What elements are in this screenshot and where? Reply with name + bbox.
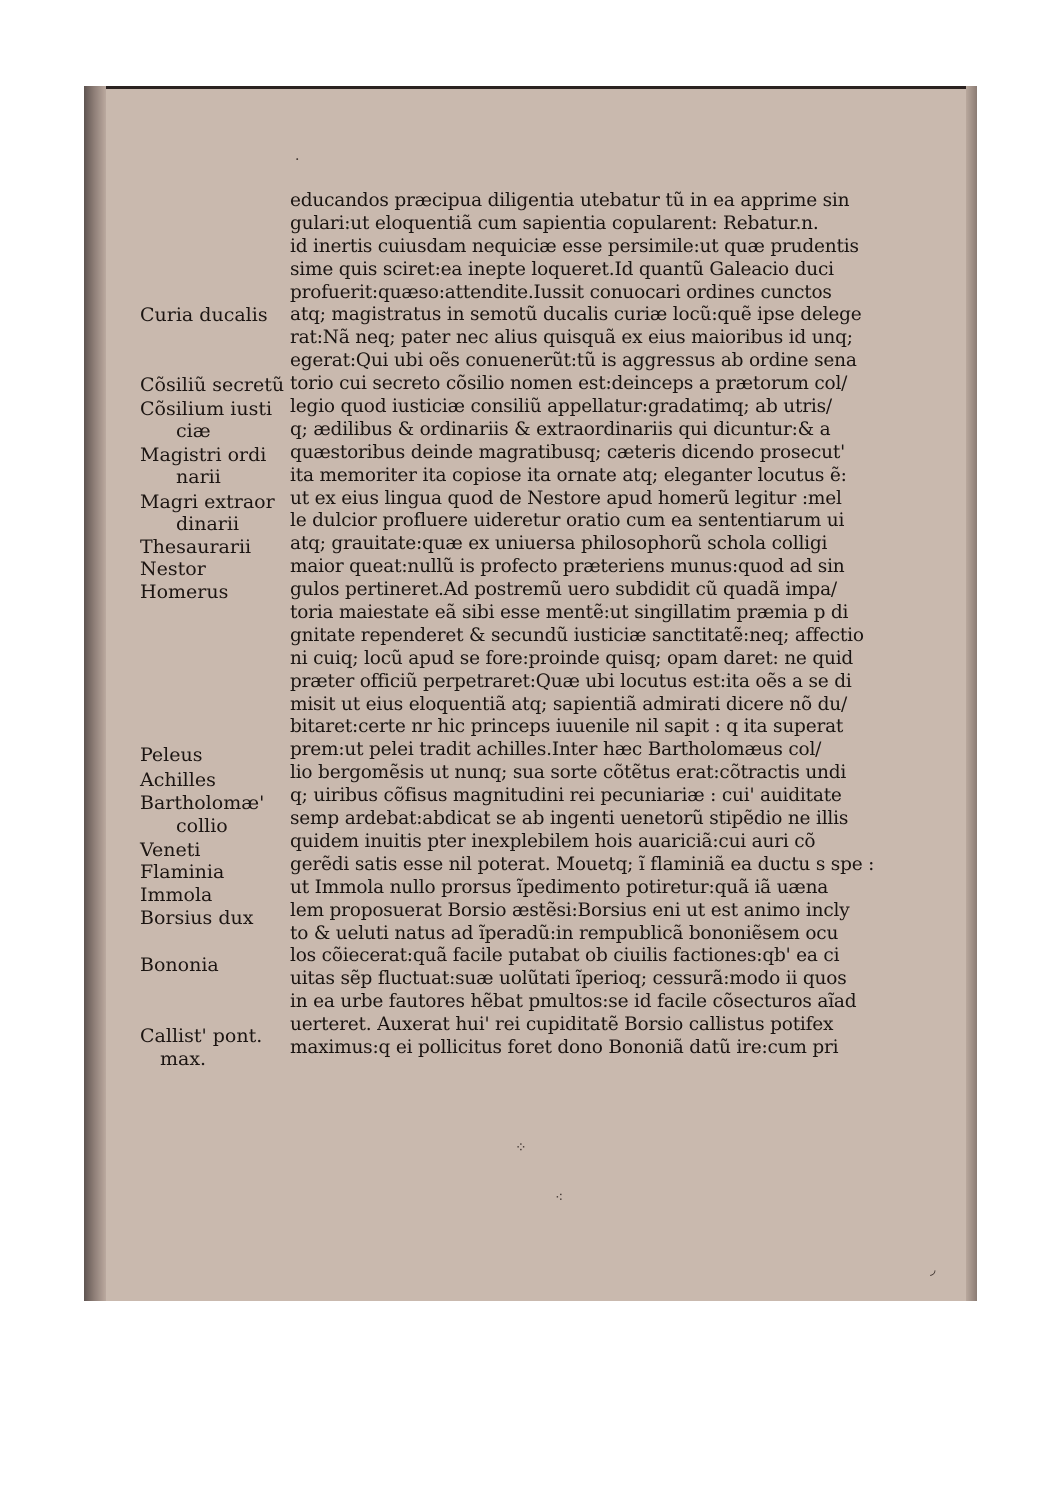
text-line: atq; magistratus in semotũ ducalis curiæ locũ:quẽ ipse delege (290, 304, 862, 326)
margin-note-veneti: Veneti (140, 839, 201, 861)
margin-note-magistri-extraordinarii: Magri extraor (140, 491, 275, 513)
text-line: le dulcior profluere uideretur oratio cum ea sententiarum ui (290, 510, 845, 532)
text-line: misit ut eius eloquentiã atq; sapientiã admirati dicere nõ du/ (290, 693, 847, 715)
text-line: sime quis sciret:ea inepte loqueret.Id quantũ Galeacio duci (290, 258, 834, 280)
margin-note-nestor: Nestor (140, 558, 206, 580)
page-gutter-shadow (84, 86, 106, 1301)
text-line: profuerit:quæso:attendite.Iussit conuocari ordines cunctos (290, 281, 832, 303)
text-line: præter officiũ perpetraret:Quæ ubi locutus est:ita oẽs a se di (290, 670, 852, 692)
margin-note-bononia: Bononia (140, 954, 219, 976)
margin-note-borsius: Borsius dux (140, 907, 254, 929)
text-line: educandos præcipua diligentia utebatur tũ in ea apprime sin (290, 190, 850, 211)
text-line: ita memoriter ita copiose ita ornate atq; eleganter locutus ẽ: (290, 464, 847, 486)
text-line: legio quod iusticiæ consiliũ appellatur:gradatimq; ab utris/ (290, 396, 832, 418)
page-right-edge (966, 86, 977, 1301)
text-line: uitas sẽp fluctuat:suæ uolũtati ĩperioq; cessurã:modo ii quos (290, 968, 847, 990)
margin-note-immola: Immola (140, 884, 213, 906)
margin-note-homerus: Homerus (140, 581, 229, 603)
ink-speck: ⁘ (515, 1140, 527, 1156)
text-line: bitaret:certe nr hic princeps iuuenile nil sapit : q ita superat (290, 716, 844, 738)
text-line: los cõiecerat:quã facile putabat ob ciuilis factiones:qb' ea ci (290, 945, 840, 967)
text-line: egerat:Qui ubi oẽs conuenerũt:tũ is aggressus ab ordine sena (290, 350, 857, 372)
margin-note-consilium-secretum: Cõsiliũ secretũ (140, 374, 285, 396)
text-line: lem proposuerat Borsio æstẽsi:Borsius eni ut est animo incly (290, 899, 850, 921)
margin-note-thesaurarii: Thesaurarii (140, 536, 252, 558)
ink-speck: ⁖ (555, 1190, 564, 1206)
ink-speck: ◞ (930, 1262, 936, 1278)
text-line: gulari:ut eloquentiã cum sapientia copularent: Rebatur.n. (290, 212, 819, 234)
text-line: torio cui secreto cõsilio nomen est:deinceps a prætorum col/ (290, 373, 848, 395)
margin-notes (140, 0, 290, 1500)
margin-note-callistus-cont: max. (160, 1048, 207, 1070)
text-line: maior queat:nullũ is profecto præteriens munus:quod ad sin (290, 556, 845, 578)
text-line: lio bergomẽsis ut nunq; sua sorte cõtẽtus erat:cõtractis undi (290, 762, 847, 784)
text-line: prem:ut pelei tradit achilles.Inter hæc Bartholomæus col/ (290, 739, 822, 761)
margin-note-consilium-iustitiae-cont: ciæ (176, 420, 211, 442)
text-line: atq; grauitate:quæ ex uniuersa philosophorũ schola colligi (290, 533, 828, 555)
text-line: gulos pertineret.Ad postremũ uero subdidit cũ quadã impa/ (290, 579, 837, 601)
margin-note-magistri-extraordinarii-cont: dinarii (176, 513, 240, 535)
text-line: maximus:q ei pollicitus foret dono Bononiã datũ ire:cum pri (290, 1036, 839, 1058)
text-line: in ea urbe fautores hẽbat pmultos:se id facile cõsecturos aĩad (290, 991, 857, 1013)
main-text-block (290, 190, 900, 1060)
text-line: id inertis cuiusdam nequiciæ esse persimile:ut quæ prudentis (290, 235, 859, 257)
text-line: quæstoribus deinde magratibusq; cæteris dicendo prosecut' (290, 441, 846, 463)
margin-note-callistus: Callist' pont. (140, 1025, 263, 1047)
text-line: ni cuiq; locũ apud se fore:proinde quisq; opam daret: ne quid (290, 647, 854, 669)
text-line: uerteret. Auxerat hui' rei cupiditatẽ Borsio callistus potifex (290, 1014, 834, 1036)
text-line: ut ex eius lingua quod de Nestore apud homerũ legitur :mel (290, 487, 842, 509)
text-line: ut Immola nullo prorsus ĩpedimento potiretur:quã iã uæna (290, 876, 829, 898)
margin-note-bartholomaeus: Bartholomæ' (140, 792, 265, 814)
text-line: toria maiestate eã sibi esse mentẽ:ut singillatim præmia p di (290, 602, 849, 624)
text-line: gerẽdi satis esse nil poterat. Mouetq; ĩ flaminiã ea ductu s spe : (290, 853, 875, 875)
margin-note-magistri-ordinarii: Magistri ordi (140, 444, 267, 466)
text-line: q; uiribus cõfisus magnitudini rei pecuniariæ : cui' auiditate (290, 785, 842, 807)
margin-note-achilles: Achilles (140, 769, 216, 791)
margin-note-magistri-ordinarii-cont: narii (176, 466, 221, 488)
margin-note-collio: collio (176, 815, 228, 837)
text-line: rat:Nã neq; pater nec alius quisquã ex eius maioribus id unq; (290, 327, 853, 349)
text-line: q; ædilibus & ordinariis & extraordinariis qui dicuntur:& a (290, 418, 831, 440)
ink-speck: · (295, 152, 300, 168)
margin-note-peleus: Peleus (140, 744, 203, 766)
margin-note-curia: Curia ducalis (140, 304, 268, 326)
text-line: quidem inuitis pter inexplebilem hois auariciã:cui auri cõ (290, 830, 816, 852)
margin-note-consilium-iustitiae: Cõsilium iusti (140, 398, 273, 420)
text-line: gnitate rependeret & secundũ iusticiæ sanctitatẽ:neq; affectio (290, 624, 864, 646)
text-line: semp ardebat:abdicat se ab ingenti uenetorũ stipẽdio ne illis (290, 808, 849, 830)
text-line: to & ueluti natus ad ĩperadũ:in rempublicã bononiẽsem ocu (290, 922, 839, 944)
margin-note-flaminia: Flaminia (140, 861, 225, 883)
